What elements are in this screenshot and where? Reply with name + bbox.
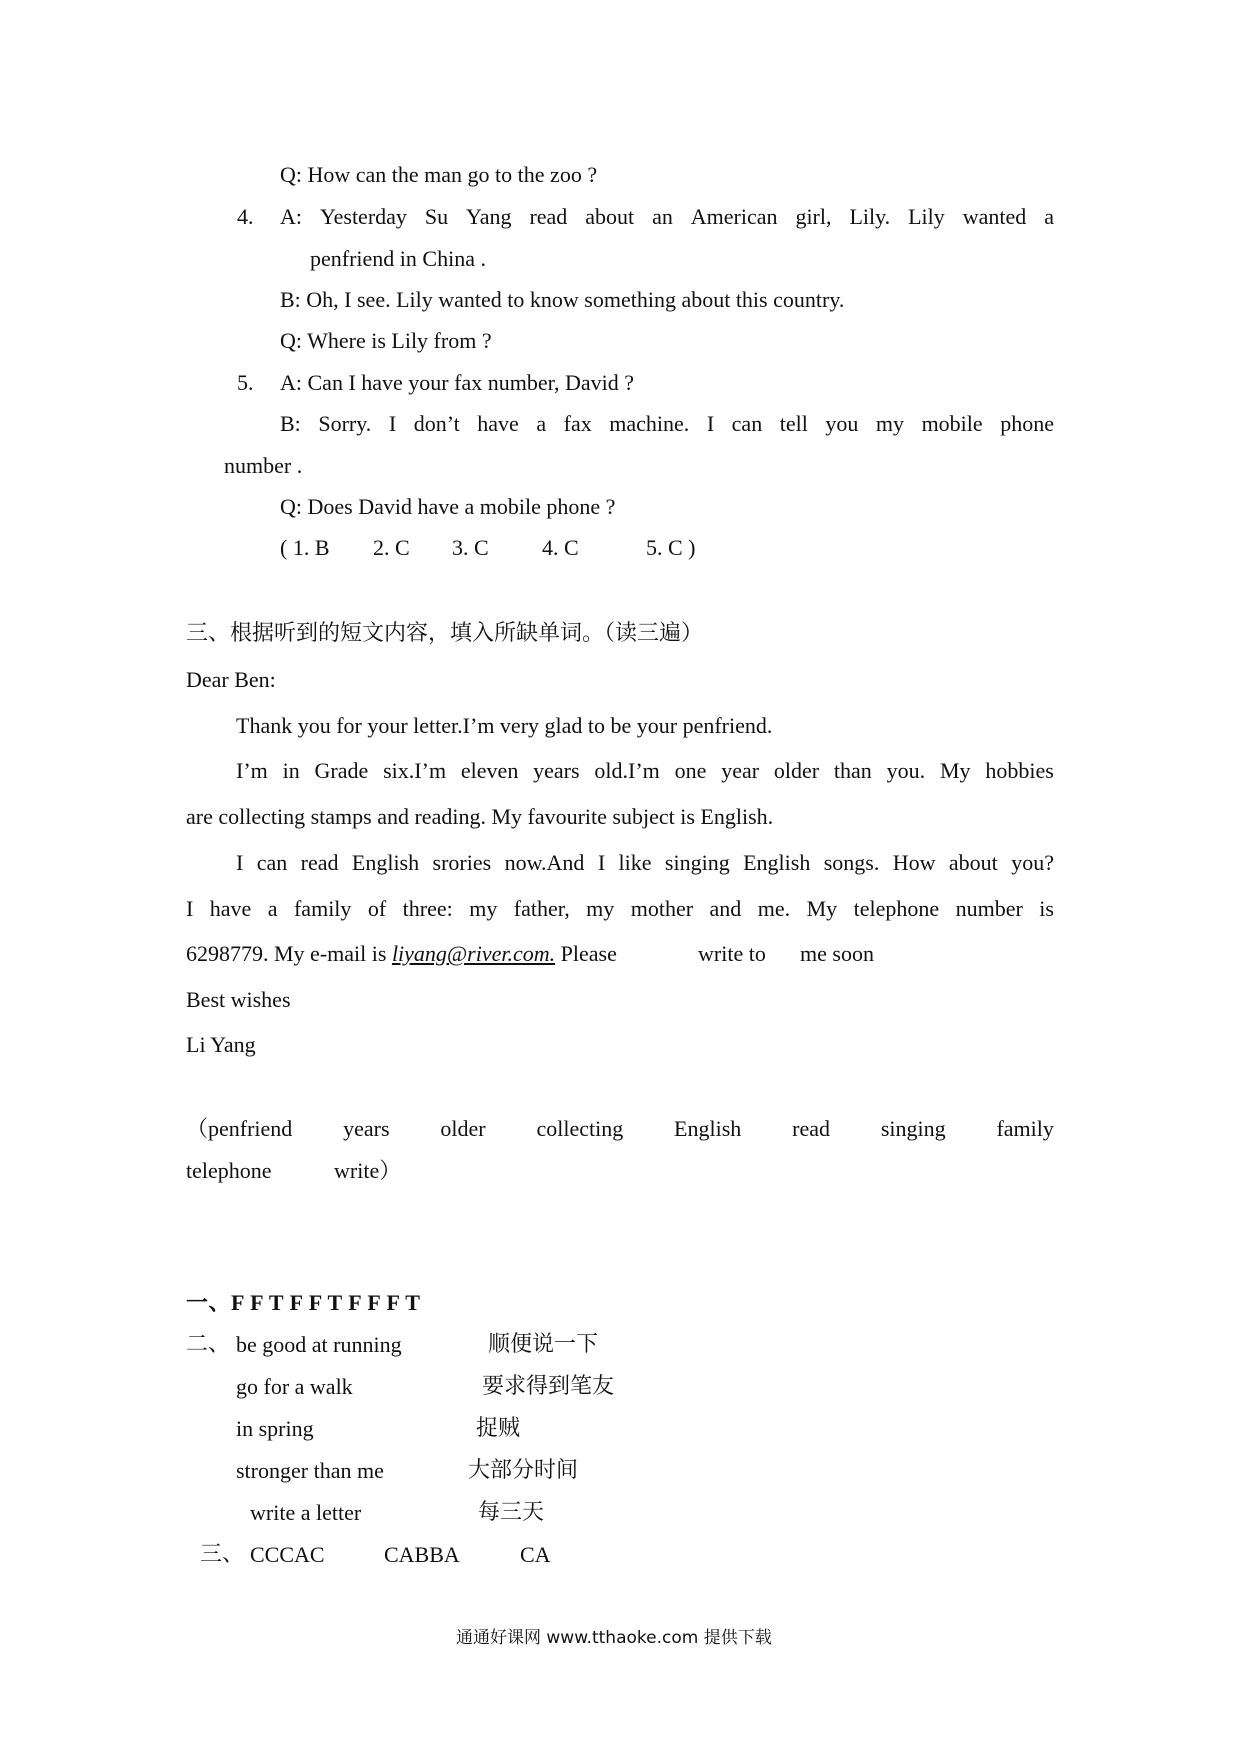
page-footer: 通通好课网 www.tthaoke.com 提供下载 — [456, 1628, 772, 1648]
word: B: — [280, 411, 301, 436]
word: a — [536, 411, 547, 436]
word: year — [721, 758, 760, 783]
word: father, — [513, 896, 570, 921]
word: srories — [432, 850, 492, 875]
word: older — [773, 758, 820, 783]
word: in — [282, 758, 300, 783]
word: read — [529, 204, 568, 229]
word: years — [343, 1116, 390, 1141]
dialog5-number: 5. — [237, 370, 254, 395]
email-prefix: 6298779. My e-mail is — [186, 941, 392, 966]
word: about — [585, 204, 635, 229]
word: I — [388, 411, 397, 436]
dialog4-line-a-cont: penfriend in China . — [310, 246, 486, 271]
word: English — [743, 850, 811, 875]
word: Yang — [466, 204, 512, 229]
word: wanted — [962, 204, 1027, 229]
letter-paragraph-5 — [186, 943, 617, 965]
word: My — [939, 758, 971, 783]
word: telephone — [853, 896, 940, 921]
word: How — [892, 850, 936, 875]
letter-me-soon: me soon — [800, 941, 874, 966]
answer-two-en-1: be good at running — [236, 1332, 402, 1357]
word: I’m — [236, 758, 268, 783]
word: six.I’m — [383, 758, 447, 783]
answer-two-zh-2: 要求得到笔友 — [482, 1374, 615, 1399]
word: you — [825, 411, 859, 436]
dialog4-line-a — [280, 206, 1054, 228]
word: three: — [402, 896, 453, 921]
word: and — [709, 896, 742, 921]
dialog-answer-2: 2. C — [373, 535, 410, 560]
word: you. — [886, 758, 926, 783]
answer-three-part-1: CCCAC — [250, 1542, 325, 1567]
dialog3-question: Q: How can the man go to the zoo ? — [280, 162, 598, 187]
word: don’t — [413, 411, 460, 436]
word: I — [597, 850, 606, 875]
dialog4-line-b: B: Oh, I see. Lily wanted to know something about this country. — [280, 287, 845, 312]
word: mobile — [921, 411, 983, 436]
word: Sorry. — [318, 411, 372, 436]
word: hobbies — [985, 758, 1054, 783]
word: singing — [880, 1116, 946, 1141]
letter-greeting: Dear Ben: — [186, 667, 276, 692]
letter-paragraph-1: Thank you for your letter.I’m very glad to be your penfriend. — [236, 713, 773, 738]
word: I — [236, 850, 244, 875]
answer-two-en-5: write a letter — [250, 1500, 362, 1525]
word: mother — [630, 896, 694, 921]
answer-two-en-2: go for a walk — [236, 1374, 353, 1399]
email-suffix: Please — [555, 941, 617, 966]
word: fax — [563, 411, 592, 436]
word: my — [586, 896, 615, 921]
dialog-answer-1: ( 1. B — [280, 535, 330, 560]
dialog-answer-4: 4. C — [542, 535, 579, 560]
word-bank-line-1 — [186, 1118, 1054, 1140]
word: collecting — [536, 1116, 624, 1141]
word: a — [1044, 204, 1054, 229]
letter-paragraph-4 — [186, 898, 1054, 920]
email-address: liyang@river.com. — [391, 941, 556, 966]
word: family — [293, 896, 352, 921]
word: singing — [664, 850, 730, 875]
dialog5-line-a: A: Can I have your fax number, David ? — [280, 370, 635, 395]
word: number — [955, 896, 1023, 921]
word: （penfriend — [186, 1116, 293, 1141]
word: like — [618, 850, 652, 875]
word: Su — [424, 204, 449, 229]
answer-two-zh-3: 捉贼 — [476, 1416, 521, 1441]
word: than — [833, 758, 872, 783]
word: Lily. — [849, 204, 891, 229]
word: have — [477, 411, 519, 436]
word: have — [209, 896, 252, 921]
answer-three-part-3: CA — [520, 1542, 551, 1567]
word: Lily — [908, 204, 945, 229]
dialog-answer-3: 3. C — [452, 535, 489, 560]
answer-two-zh-4: 大部分时间 — [468, 1458, 579, 1483]
word: girl, — [795, 204, 832, 229]
word: English — [351, 850, 420, 875]
word: family — [996, 1116, 1054, 1141]
word: tell — [779, 411, 808, 436]
dialog4-question: Q: Where is Lily from ? — [280, 328, 492, 353]
word: one — [674, 758, 707, 783]
word-bank-telephone: telephone — [186, 1158, 272, 1183]
dialog-answer-5: 5. C ) — [646, 535, 696, 560]
word: my — [469, 896, 498, 921]
answer-two-en-4: stronger than me — [236, 1458, 384, 1483]
dialog4-number: 4. — [237, 204, 254, 229]
word: a — [267, 896, 278, 921]
word: I — [706, 411, 715, 436]
letter-closing: Best wishes — [186, 987, 291, 1012]
word: American — [690, 204, 778, 229]
word: Grade — [314, 758, 369, 783]
word: years — [533, 758, 580, 783]
word: read — [792, 1116, 830, 1141]
word: now.And — [504, 850, 585, 875]
word: My — [806, 896, 838, 921]
word: can — [731, 411, 763, 436]
word: is — [1039, 896, 1054, 921]
word: my — [875, 411, 905, 436]
section3-heading: 三、根据听到的短文内容，填入所缺单词。（读三遍） — [186, 621, 704, 646]
word: an — [652, 204, 673, 229]
answer-key-one: 一、F F T F F T F F F T — [186, 1290, 421, 1315]
word: I — [186, 896, 194, 921]
answer-key-two-prefix: 二、 — [186, 1332, 231, 1357]
answer-two-zh-1: 顺便说一下 — [488, 1332, 599, 1357]
letter-write-to: write to — [698, 941, 766, 966]
word: of — [367, 896, 387, 921]
word: machine. — [609, 411, 690, 436]
word-bank-write: write） — [334, 1158, 402, 1183]
letter-signature: Li Yang — [186, 1032, 256, 1057]
word: phone — [1000, 411, 1054, 436]
dialog5-question: Q: Does David have a mobile phone ? — [280, 494, 616, 519]
answer-three-part-2: CABBA — [384, 1542, 460, 1567]
word: me. — [757, 896, 791, 921]
word: songs. — [823, 850, 880, 875]
letter-paragraph-3 — [236, 852, 1054, 874]
word: can — [256, 850, 288, 875]
word: old.I’m — [594, 758, 660, 783]
dialog5-line-b — [280, 413, 1054, 435]
answer-two-zh-5: 每三天 — [478, 1500, 545, 1525]
word: A: — [280, 204, 302, 229]
letter-paragraph-2 — [236, 760, 1054, 782]
word: read — [300, 850, 339, 875]
answer-key-three-prefix: 三、 — [200, 1542, 245, 1567]
word: you? — [1011, 850, 1054, 875]
word: eleven — [460, 758, 519, 783]
answer-two-en-3: in spring — [236, 1416, 314, 1441]
word: English — [674, 1116, 742, 1141]
word: older — [440, 1116, 486, 1141]
word: about — [948, 850, 998, 875]
dialog5-line-b-cont: number . — [224, 453, 303, 478]
letter-paragraph-2-cont: are collecting stamps and reading. My favourite subject is English. — [186, 804, 774, 829]
word: Yesterday — [319, 204, 407, 229]
